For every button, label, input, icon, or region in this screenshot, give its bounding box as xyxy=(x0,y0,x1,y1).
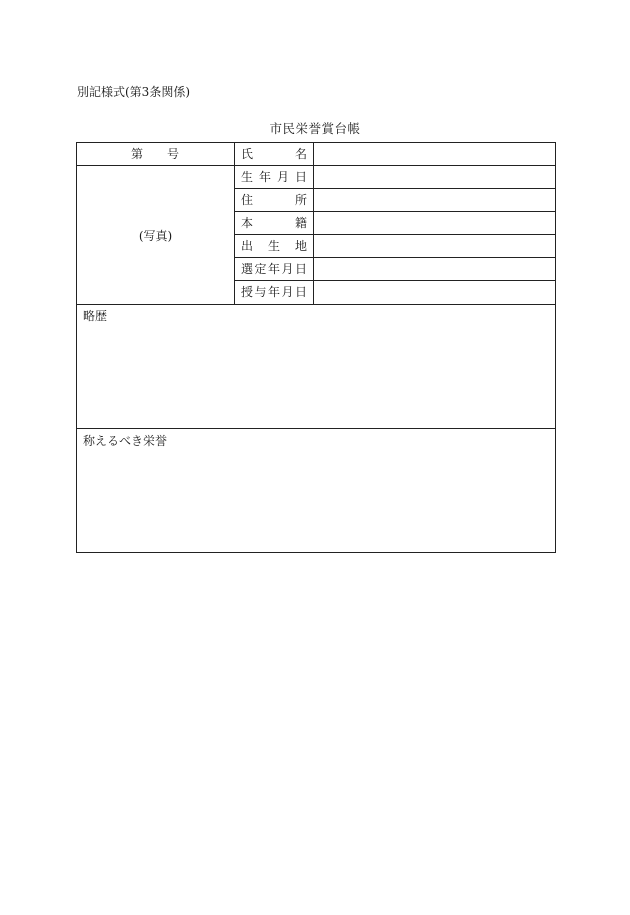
number-prefix: 第 xyxy=(131,147,144,161)
biography-label: 略歴 xyxy=(83,309,108,323)
photo-placeholder: (写真) xyxy=(138,229,173,243)
value-birth-date[interactable] xyxy=(314,166,555,188)
label-selection-date: 選 定 年 月 日 xyxy=(241,262,307,276)
honor-label: 称えるべき栄誉 xyxy=(83,434,168,448)
document-title: 市民栄誉賞台帳 xyxy=(269,121,361,136)
value-birthplace[interactable] xyxy=(314,235,555,257)
number-cell xyxy=(131,146,179,162)
award-register-form xyxy=(76,142,556,553)
label-award-date: 授 与 年 月 日 xyxy=(241,285,307,299)
value-name[interactable] xyxy=(314,143,555,165)
label-address: 住 所 xyxy=(241,193,307,207)
value-selection-date[interactable] xyxy=(314,258,555,280)
label-birthplace: 出 生 地 xyxy=(241,239,307,253)
label-honseki: 本 籍 xyxy=(241,216,307,230)
value-award-date[interactable] xyxy=(314,281,555,304)
divider-section xyxy=(77,428,555,429)
biography-area[interactable] xyxy=(77,325,555,428)
divider-info-bottom xyxy=(77,304,555,305)
number-suffix: 号 xyxy=(166,147,179,161)
value-address[interactable] xyxy=(314,189,555,211)
label-name: 氏 名 xyxy=(241,147,307,161)
label-birth-date: 生 年 月 日 xyxy=(241,170,307,184)
value-honseki[interactable] xyxy=(314,212,555,234)
form-reference-note: 別記様式(第3条関係) xyxy=(77,85,190,99)
honor-area[interactable] xyxy=(77,450,555,552)
